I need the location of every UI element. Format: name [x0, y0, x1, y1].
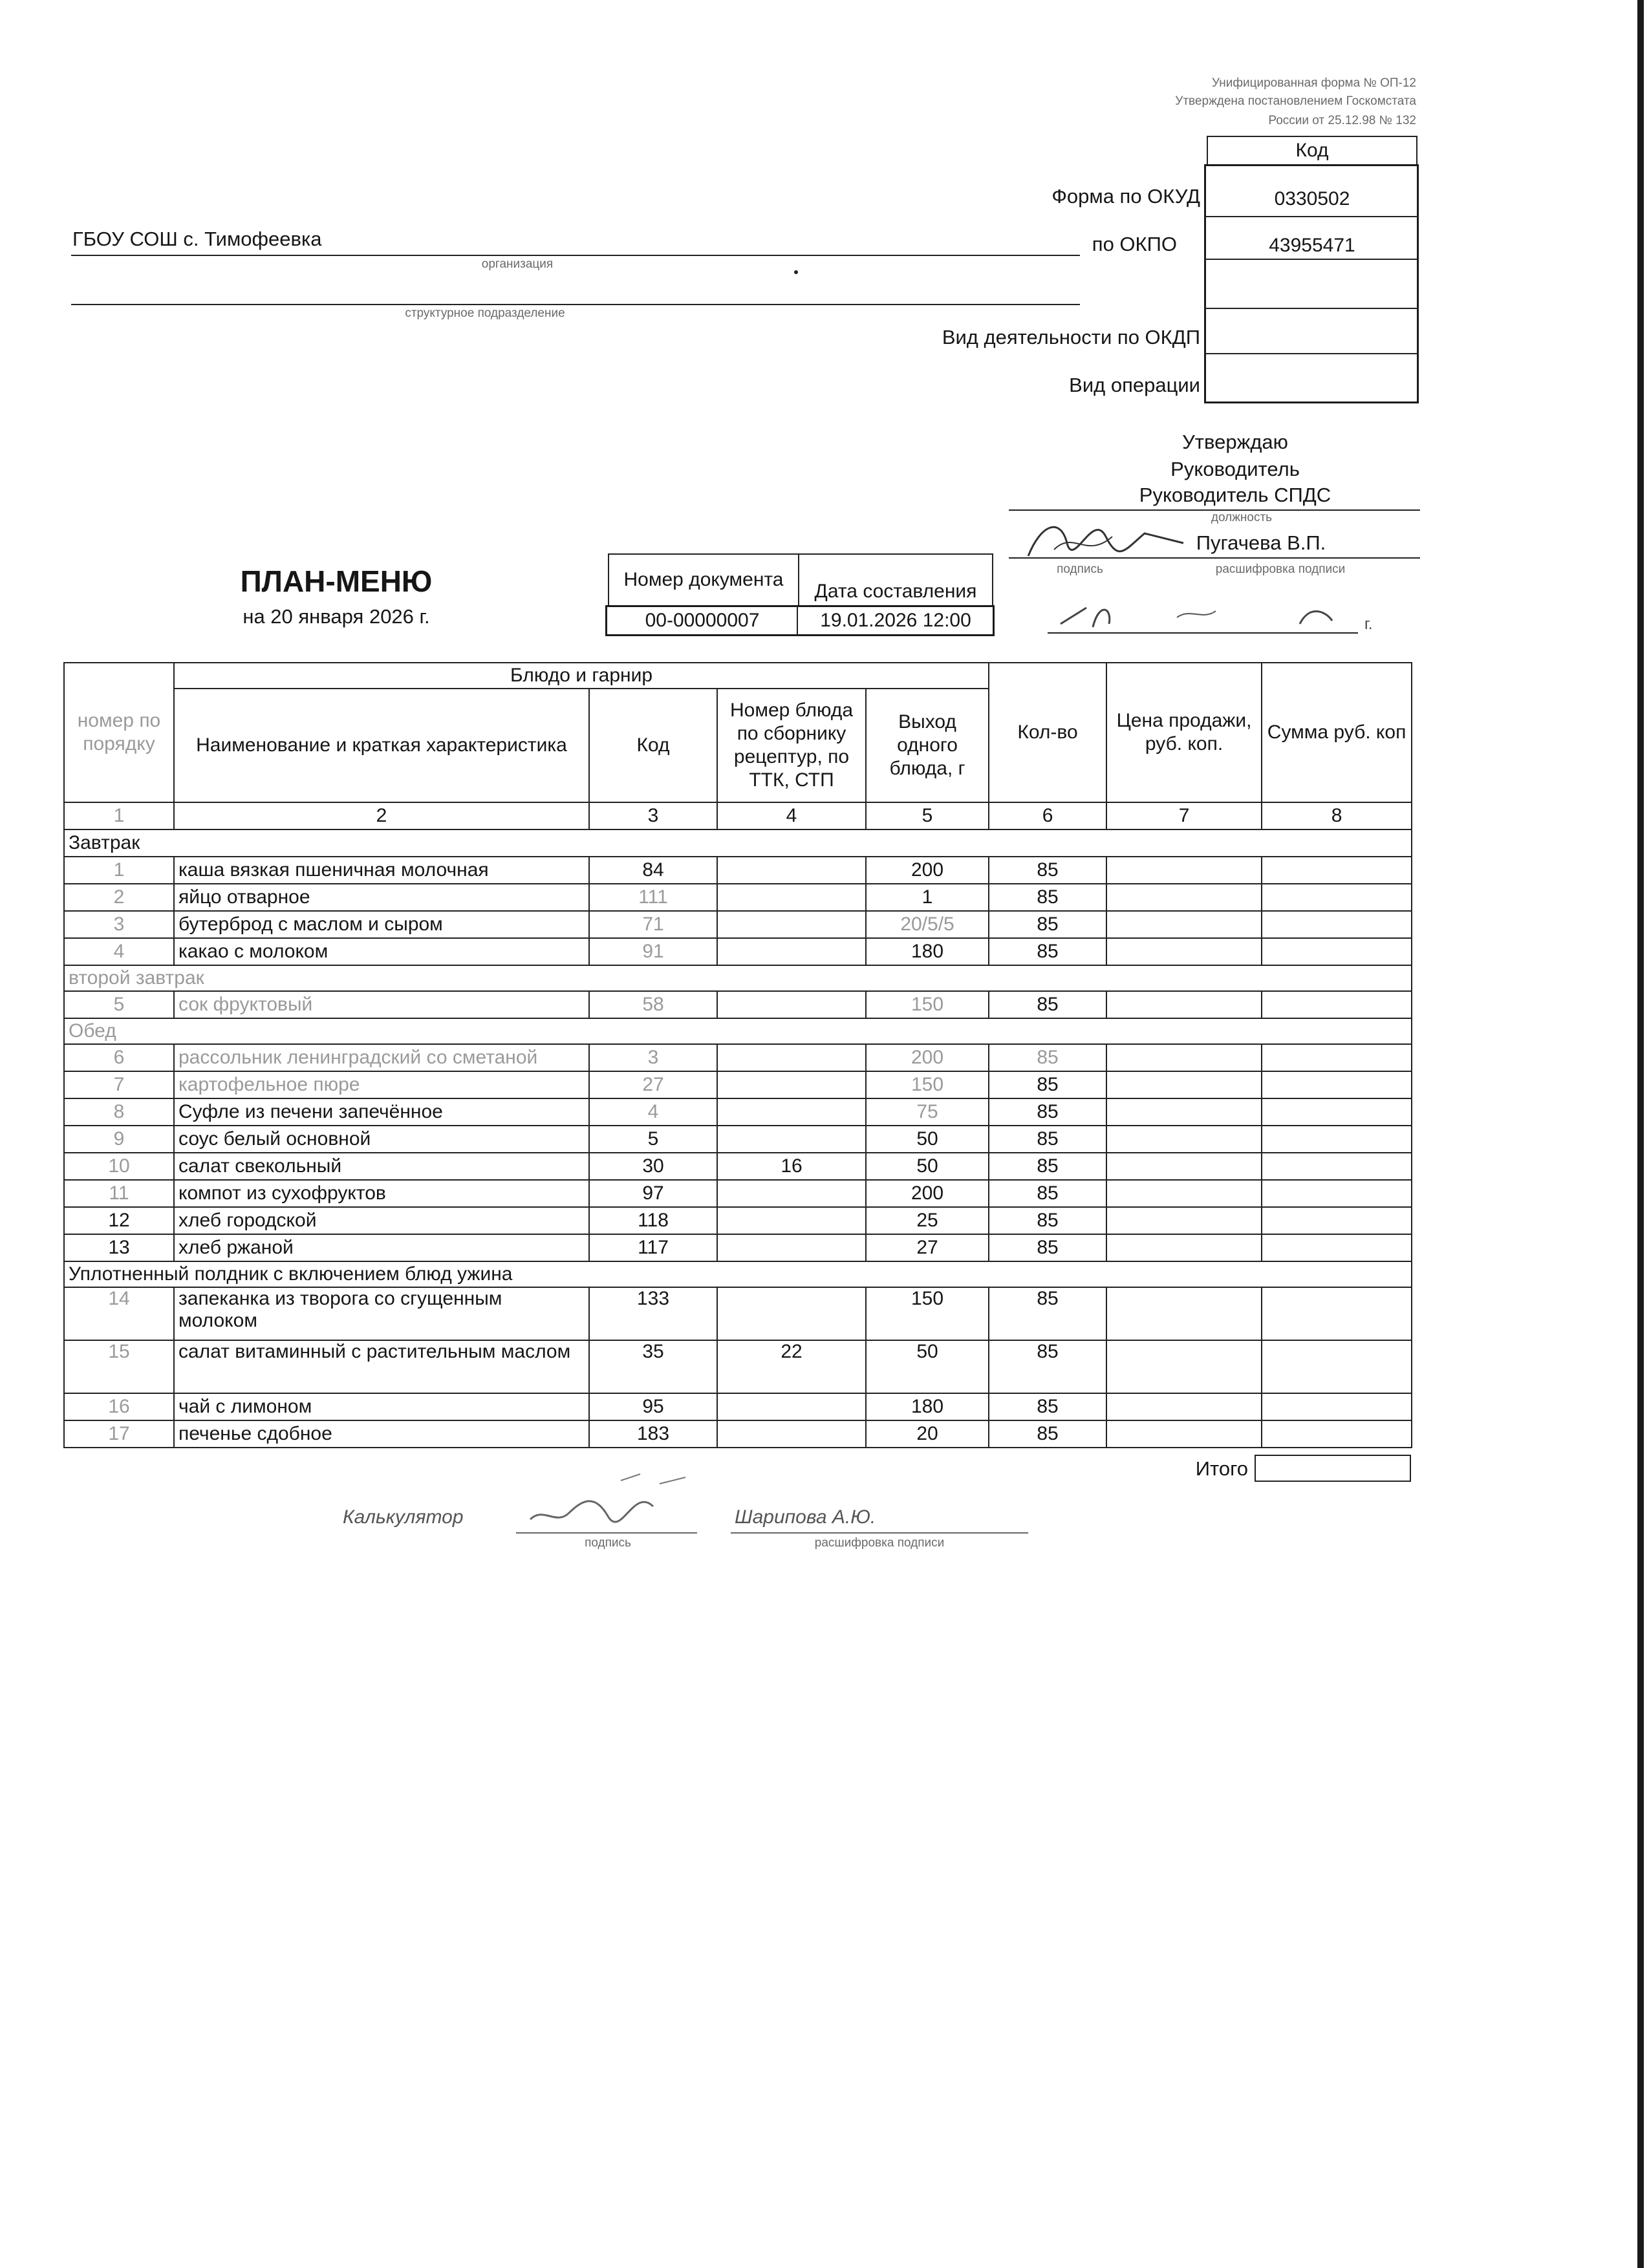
approval-date-handwriting: [1048, 588, 1358, 634]
row-qty: 85: [989, 938, 1106, 965]
row-qty: 85: [989, 1153, 1106, 1180]
row-recipe: [717, 1126, 866, 1153]
row-code: 111: [589, 884, 717, 911]
row-price: [1106, 1071, 1262, 1098]
okpo-label: по ОКПО: [1092, 233, 1177, 255]
row-yield: 20: [866, 1420, 989, 1448]
operation-label: Вид операции: [1069, 374, 1200, 396]
row-price: [1106, 1287, 1262, 1340]
row-sum: [1262, 1126, 1412, 1153]
row-qty: 85: [989, 884, 1106, 911]
row-price: [1106, 1180, 1262, 1207]
table-row: [64, 911, 1412, 938]
row-num: 15: [64, 1340, 174, 1393]
header-recipe: Номер блюда по сборнику рецептур, по ТТК, СТП: [717, 689, 866, 802]
row-yield: 20/5/5: [866, 911, 989, 938]
okdp-label: Вид деятельности по ОКДП: [942, 326, 1200, 348]
section-title: Завтрак: [64, 829, 1412, 857]
row-recipe: [717, 991, 866, 1018]
col-number: 8: [1262, 802, 1412, 829]
calculator-label: Калькулятор: [343, 1506, 464, 1528]
row-code: 133: [589, 1287, 717, 1340]
row-code: 30: [589, 1153, 717, 1180]
row-name: печенье сдобное: [174, 1420, 589, 1448]
row-code: 3: [589, 1044, 717, 1071]
header-num: номер по порядку: [64, 663, 174, 802]
col-number: 4: [717, 802, 866, 829]
col-number: 1: [64, 802, 174, 829]
row-yield: 150: [866, 991, 989, 1018]
calculator-signature-caption: подпись: [585, 1536, 631, 1550]
header-yield: Выход одного блюда, г: [866, 689, 989, 802]
row-price: [1106, 911, 1262, 938]
row-qty: 85: [989, 991, 1106, 1018]
header-qty: Кол-во: [989, 663, 1106, 802]
row-price: [1106, 1420, 1262, 1448]
row-code: 35: [589, 1340, 717, 1393]
table-row: [64, 1340, 1412, 1393]
row-num: 8: [64, 1098, 174, 1126]
row-num: 6: [64, 1044, 174, 1071]
row-yield: 1: [866, 884, 989, 911]
calculator-signature: [517, 1468, 711, 1532]
header-group: Блюдо и гарнир: [174, 663, 989, 689]
row-recipe: [717, 938, 866, 965]
row-sum: [1262, 1153, 1412, 1180]
table-row: [64, 884, 1412, 911]
row-sum: [1262, 1393, 1412, 1420]
row-name: сок фруктовый: [174, 991, 589, 1018]
row-qty: 85: [989, 857, 1106, 884]
row-qty: 85: [989, 1207, 1106, 1234]
row-name: салат свекольный: [174, 1153, 589, 1180]
signature-caption: подпись: [1057, 562, 1103, 576]
row-recipe: [717, 1393, 866, 1420]
year-suffix: г.: [1364, 615, 1373, 633]
row-sum: [1262, 1340, 1412, 1393]
col-number: 5: [866, 802, 989, 829]
row-num: 11: [64, 1180, 174, 1207]
row-recipe: [717, 1180, 866, 1207]
codes-divider-3: [1204, 308, 1419, 309]
row-recipe: [717, 857, 866, 884]
col-number: 2: [174, 802, 589, 829]
approver-name: Пугачева В.П.: [1196, 531, 1326, 554]
header-code: Код: [589, 689, 717, 802]
row-num: 10: [64, 1153, 174, 1180]
doc-number-header: Номер документа: [608, 553, 799, 606]
row-qty: 85: [989, 1098, 1106, 1126]
okud-value: 0330502: [1274, 188, 1350, 209]
row-code: 183: [589, 1420, 717, 1448]
codes-divider-1: [1204, 216, 1419, 217]
division-line: [71, 304, 1080, 305]
row-recipe: [717, 1044, 866, 1071]
row-sum: [1262, 857, 1412, 884]
row-price: [1106, 1044, 1262, 1071]
row-num: 14: [64, 1287, 174, 1340]
section-title: второй завтрак: [64, 965, 1412, 991]
header-price: Цена продажи, руб. коп.: [1106, 663, 1262, 802]
table-row: [64, 1044, 1412, 1071]
menu-table: [63, 662, 1412, 1448]
row-sum: [1262, 1287, 1412, 1340]
row-qty: 85: [989, 1071, 1106, 1098]
organization-name: ГБОУ СОШ с. Тимофеевка: [72, 228, 322, 250]
row-yield: 180: [866, 938, 989, 965]
row-num: 5: [64, 991, 174, 1018]
kod-header: Код: [1207, 136, 1417, 166]
row-sum: [1262, 1180, 1412, 1207]
row-qty: 85: [989, 1044, 1106, 1071]
row-code: 84: [589, 857, 717, 884]
scan-edge: [1637, 0, 1644, 2268]
row-code: 27: [589, 1071, 717, 1098]
row-name: бутерброд с маслом и сыром: [174, 911, 589, 938]
row-yield: 200: [866, 857, 989, 884]
row-sum: [1262, 1044, 1412, 1071]
row-recipe: 22: [717, 1340, 866, 1393]
row-name: картофельное пюре: [174, 1071, 589, 1098]
table-row: [64, 1126, 1412, 1153]
section-title: Уплотненный полдник с включением блюд ужина: [64, 1261, 1412, 1287]
row-qty: 85: [989, 1287, 1106, 1340]
section-title: Обед: [64, 1018, 1412, 1044]
row-qty: 85: [989, 1180, 1106, 1207]
row-name: чай с лимоном: [174, 1393, 589, 1420]
col-number: 6: [989, 802, 1106, 829]
table-row: [64, 1153, 1412, 1180]
organization-line: [71, 255, 1080, 256]
position-caption: должность: [1211, 511, 1273, 524]
header-sum: Сумма руб. коп: [1262, 663, 1412, 802]
row-code: 95: [589, 1393, 717, 1420]
total-cell: [1255, 1455, 1411, 1482]
row-sum: [1262, 1071, 1412, 1098]
row-yield: 50: [866, 1153, 989, 1180]
name-caption: расшифровка подписи: [1215, 562, 1346, 576]
row-price: [1106, 1126, 1262, 1153]
row-code: 71: [589, 911, 717, 938]
table-row: [64, 1234, 1412, 1261]
row-code: 118: [589, 1207, 717, 1234]
row-num: 16: [64, 1393, 174, 1420]
row-name: хлеб ржаной: [174, 1234, 589, 1261]
table-row: [64, 991, 1412, 1018]
header-name: Наименование и краткая характеристика: [174, 689, 589, 802]
head-label: Руководитель: [1170, 458, 1300, 480]
doc-date-header: Дата составления: [798, 553, 993, 606]
row-recipe: [717, 1287, 866, 1340]
row-recipe: [717, 1420, 866, 1448]
row-code: 4: [589, 1098, 717, 1126]
table-row: [64, 1420, 1412, 1448]
okud-label: Форма по ОКУД: [1051, 185, 1200, 208]
division-caption: структурное подразделение: [405, 306, 565, 320]
row-yield: 150: [866, 1071, 989, 1098]
row-yield: 75: [866, 1098, 989, 1126]
row-yield: 200: [866, 1044, 989, 1071]
row-sum: [1262, 884, 1412, 911]
doc-date: 19.01.2026 12:00: [820, 610, 971, 631]
row-yield: 180: [866, 1393, 989, 1420]
form-line-1: Унифицированная форма № ОП-12: [1212, 76, 1416, 90]
row-sum: [1262, 911, 1412, 938]
total-label: Итого: [1195, 1457, 1248, 1480]
row-recipe: 16: [717, 1153, 866, 1180]
row-code: 5: [589, 1126, 717, 1153]
page-subtitle: на 20 января 2026 г.: [242, 605, 430, 628]
row-name: яйцо отварное: [174, 884, 589, 911]
row-price: [1106, 991, 1262, 1018]
doc-number: 00-00000007: [608, 606, 798, 635]
okpo-value: 43955471: [1269, 235, 1355, 256]
row-sum: [1262, 1207, 1412, 1234]
row-code: 58: [589, 991, 717, 1018]
row-num: 12: [64, 1207, 174, 1234]
row-sum: [1262, 991, 1412, 1018]
col-number: 3: [589, 802, 717, 829]
row-name: хлеб городской: [174, 1207, 589, 1234]
row-name: компот из сухофруктов: [174, 1180, 589, 1207]
row-price: [1106, 1234, 1262, 1261]
approve-label: Утверждаю: [1182, 431, 1288, 453]
row-recipe: [717, 911, 866, 938]
row-price: [1106, 1207, 1262, 1234]
row-num: 7: [64, 1071, 174, 1098]
position-value: Руководитель СПДС: [1139, 484, 1331, 506]
table-row: [64, 1287, 1412, 1340]
row-name: салат витаминный с растительным маслом: [174, 1340, 589, 1393]
row-price: [1106, 857, 1262, 884]
row-name: запеканка из творога со сгущенным молоком: [174, 1287, 589, 1340]
row-qty: 85: [989, 1340, 1106, 1393]
row-price: [1106, 1098, 1262, 1126]
row-qty: 85: [989, 911, 1106, 938]
table-row: [64, 938, 1412, 965]
dot-mark: [794, 270, 798, 274]
row-num: 1: [64, 857, 174, 884]
row-price: [1106, 1393, 1262, 1420]
approver-signature: [1015, 498, 1209, 569]
row-name: Суфле из печени запечённое: [174, 1098, 589, 1126]
row-num: 17: [64, 1420, 174, 1448]
row-yield: 50: [866, 1340, 989, 1393]
row-sum: [1262, 1420, 1412, 1448]
row-qty: 85: [989, 1126, 1106, 1153]
row-recipe: [717, 1234, 866, 1261]
row-qty: 85: [989, 1234, 1106, 1261]
row-code: 117: [589, 1234, 717, 1261]
row-num: 4: [64, 938, 174, 965]
row-yield: 150: [866, 1287, 989, 1340]
organization-caption: организация: [481, 257, 554, 271]
codes-divider-4: [1204, 353, 1419, 354]
col-number: 7: [1106, 802, 1262, 829]
table-row: [64, 857, 1412, 884]
row-sum: [1262, 1098, 1412, 1126]
row-qty: 85: [989, 1420, 1106, 1448]
row-recipe: [717, 1071, 866, 1098]
calculator-signature-line: [516, 1532, 697, 1534]
form-line-3: России от 25.12.98 № 132: [1268, 114, 1416, 127]
calculator-name: Шарипова А.Ю.: [735, 1506, 876, 1528]
row-num: 3: [64, 911, 174, 938]
row-recipe: [717, 1207, 866, 1234]
row-price: [1106, 938, 1262, 965]
row-price: [1106, 1340, 1262, 1393]
calculator-name-line: [731, 1532, 1028, 1534]
row-yield: 25: [866, 1207, 989, 1234]
row-price: [1106, 1153, 1262, 1180]
table-row: [64, 1393, 1412, 1420]
row-code: 97: [589, 1180, 717, 1207]
row-price: [1106, 884, 1262, 911]
table-row: [64, 1071, 1412, 1098]
table-row: [64, 1180, 1412, 1207]
row-sum: [1262, 1234, 1412, 1261]
page-title: ПЛАН-МЕНЮ: [240, 564, 433, 598]
row-sum: [1262, 938, 1412, 965]
calculator-name-caption: расшифровка подписи: [814, 1536, 945, 1550]
row-name: какао с молоком: [174, 938, 589, 965]
form-line-2: Утверждена постановлением Госкомстата: [1175, 94, 1416, 108]
row-name: рассольник ленинградский со сметаной: [174, 1044, 589, 1071]
row-name: соус белый основной: [174, 1126, 589, 1153]
table-row: [64, 1098, 1412, 1126]
row-name: каша вязкая пшеничная молочная: [174, 857, 589, 884]
row-qty: 85: [989, 1393, 1106, 1420]
row-yield: 50: [866, 1126, 989, 1153]
row-recipe: [717, 1098, 866, 1126]
row-num: 13: [64, 1234, 174, 1261]
row-recipe: [717, 884, 866, 911]
row-yield: 200: [866, 1180, 989, 1207]
table-row: [64, 1207, 1412, 1234]
row-num: 2: [64, 884, 174, 911]
row-num: 9: [64, 1126, 174, 1153]
row-code: 91: [589, 938, 717, 965]
row-yield: 27: [866, 1234, 989, 1261]
